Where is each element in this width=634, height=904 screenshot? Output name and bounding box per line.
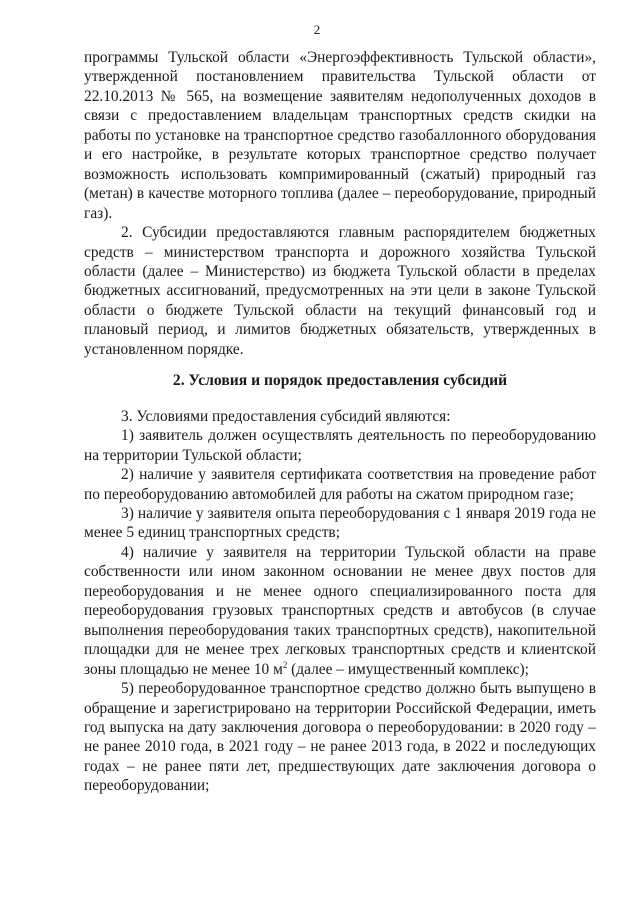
document-body (84, 48, 596, 796)
paragraph-3: 3. Условиями предоставления субсидий являются: (121, 407, 451, 425)
condition-1: 1) заявитель должен осуществлять деятельность по переоборудованию на территории Тульской области; (84, 427, 596, 464)
condition-4-text: 4) наличие у заявителя на территории Тульской области на праве собственности или ином законном основании не менее двух постов для переоборудования и не менее одного специализированного поста для переоборудования грузовых транспортных средств и автобусов (в случае выполнения переоборудования таких транспортных средств), накопительной площадки для не менее трех легковых транспортных средств и клиентской зоны площадью не менее 10 м (84, 543, 596, 678)
square-meter-superscript: 2 (282, 659, 288, 670)
condition-4 (84, 543, 596, 679)
condition-3: 3) наличие у заявителя опыта переоборудования с 1 января 2019 года не менее 5 единиц транспортных средств; (84, 504, 596, 542)
condition-2: 2) наличие у заявителя сертификата соответствия на проведение работ по переоборудованию автомобилей для работы на сжатом природном газе; (84, 466, 596, 503)
paragraph-2: 2. Субсидии предоставляются главным распорядителем бюджетных средств – министерством транспорта и дорожного хозяйства Тульской области (далее – Министерство) из бюджета Тульской области в пределах бюджетных ассигнований, предусмотренных на эти цели в законе Тульской области о бюджете Тульской области на текущий финансовый год и плановый период, и лимитов бюджетных обязательств, утвержденных в установленном порядке. (84, 224, 596, 358)
section-heading: 2. Условия и порядок предоставления субсидий (172, 372, 508, 390)
page-number: 2 (313, 22, 321, 37)
condition-5: 5) переоборудованное транспортное средство должно быть выпущено в обращение и зарегистрировано на территории Российской Федерации, иметь год выпуска на дату заключения договора о переоборудовании: в 2020 году – не ранее 2010 года, в 2021 году – не ранее 2013 года, в 2022 и последующих годах – не ранее пяти лет, предшествующих дате заключения договора о переоборудовании; (84, 680, 596, 795)
intro-paragraph: программы Тульской области «Энергоэффективность Тульской области», утвержденной постановлением правительства Тульской области от 22.10.2013 № 565, на возмещение заявителям недополученных доходов в связи с предоставлением владельцам транспортных средств скидки на работы по установке на транспортное средство газобаллонного оборудования и его настройке, в результате которых транспортное средство получает возможность использовать компримированный (сжатый) природный газ (метан) в качестве моторного топлива (далее – переоборудование, природный газ). (84, 49, 596, 222)
condition-4-tail: (далее – имущественный комплекс); (287, 660, 529, 678)
